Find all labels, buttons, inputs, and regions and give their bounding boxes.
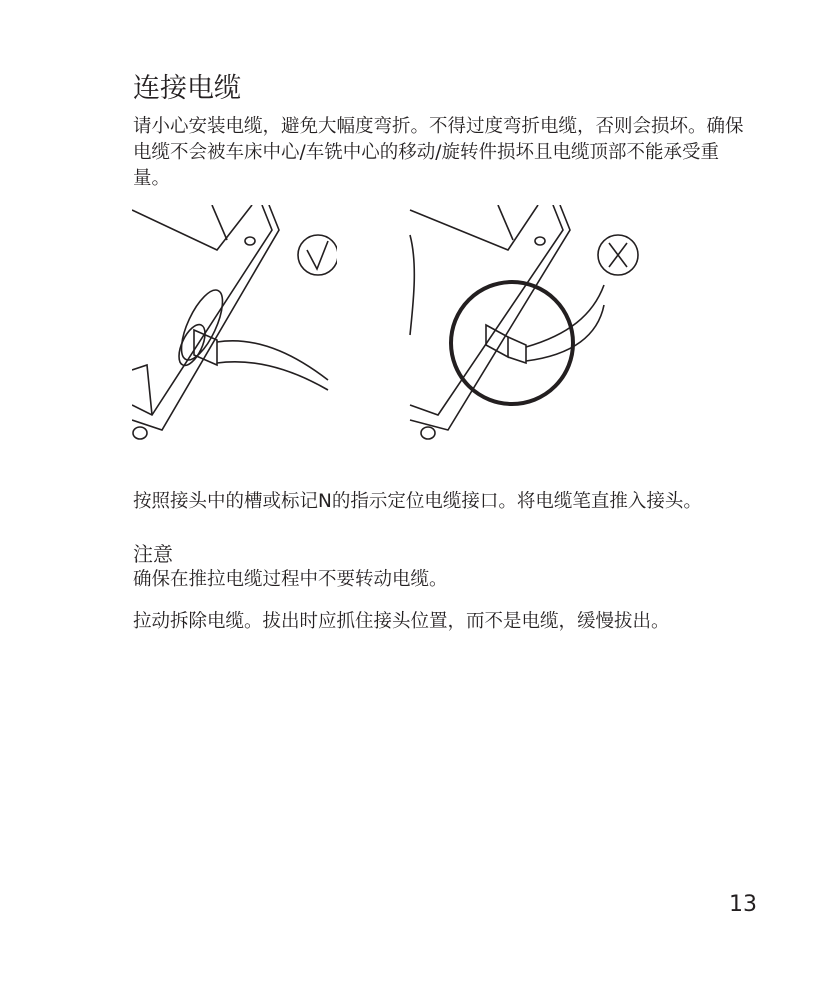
note-heading: 注意: [133, 542, 173, 566]
check-circle-icon: [298, 235, 337, 275]
incorrect-install-illustration: [408, 205, 643, 450]
intro-paragraph: 请小心安装电缆，避免大幅度弯折。不得过度弯折电缆，否则会损坏。确保电缆不会被车床中心/车铣中心的移动/旋转件损坏且电缆顶部不能承受重量。: [133, 116, 744, 189]
section-title: 连接电缆: [133, 73, 241, 104]
removal-paragraph: 拉动拆除电缆。拔出时应抓住接头位置，而不是电缆，缓慢拔出。: [133, 611, 670, 632]
note-text: 确保在推拉电缆过程中不要转动电缆。: [133, 569, 448, 590]
correct-install-illustration: [132, 205, 337, 450]
page-number: 13: [729, 892, 757, 917]
instruction-paragraph: 按照接头中的槽或标记N的指示定位电缆接口。将电缆笔直推入接头。: [133, 491, 702, 512]
x-circle-icon: [598, 235, 638, 275]
